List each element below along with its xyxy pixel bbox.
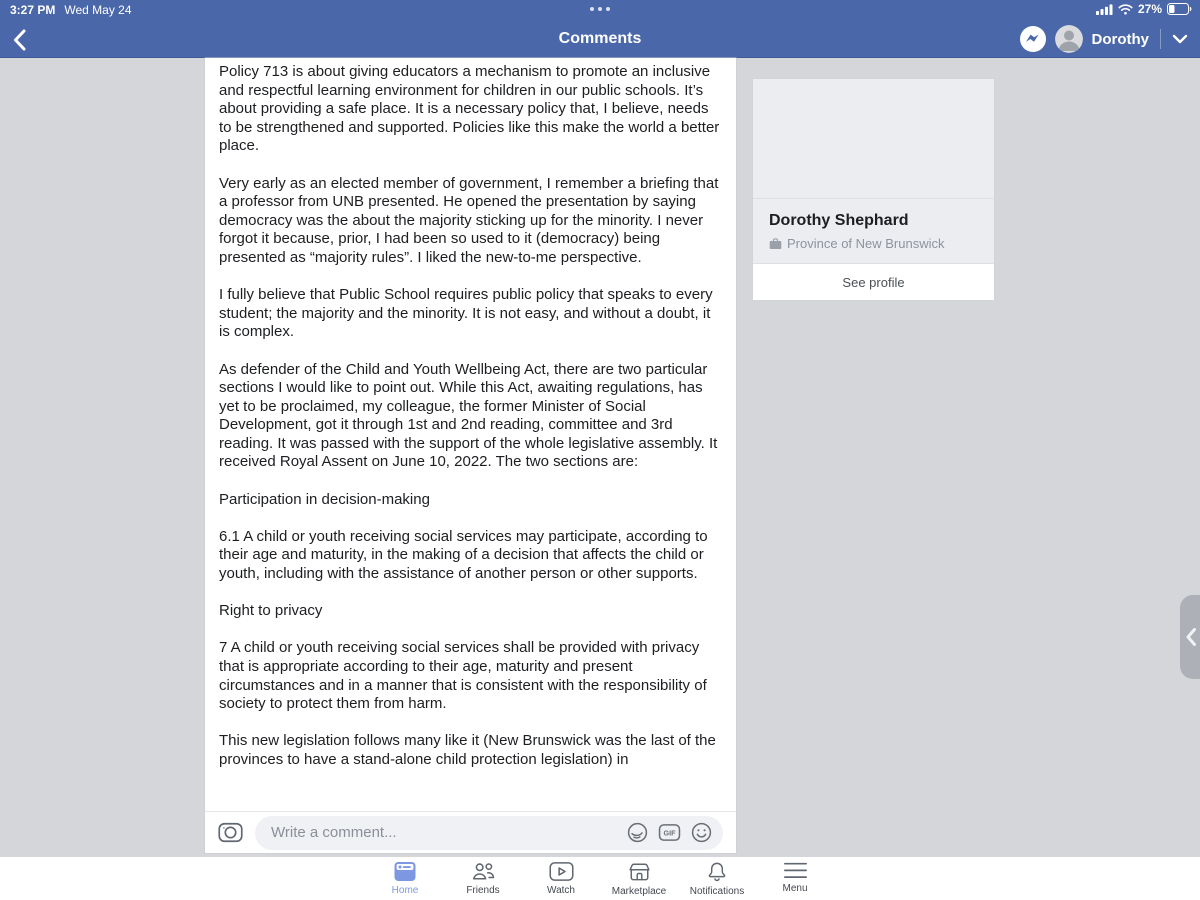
chevron-left-icon	[13, 29, 26, 51]
cellular-signal-icon	[1096, 4, 1113, 15]
emoji-icon[interactable]	[690, 821, 713, 844]
see-profile-button[interactable]: See profile	[753, 263, 994, 300]
post-body	[205, 58, 736, 811]
briefcase-icon	[769, 238, 782, 250]
nav-label: Marketplace	[611, 886, 667, 897]
post-paragraph: As defender of the Child and Youth Wellbeing Act, there are two particular sections I would like to point out. While this Act, awaiting regulations, has yet to be proclaimed, my colleague, the former Minister of Social Development, got it through 1st and 2nd reading, committee and 3rd reading. It was passed with the support of the whole legislative assembly. It received Royal Assent on June 10, 2022. The two sections are:	[219, 360, 718, 471]
back-button[interactable]	[13, 28, 37, 52]
header-divider	[1160, 29, 1161, 49]
nav-item-home[interactable]	[366, 857, 444, 900]
nav-label: Menu	[782, 883, 808, 894]
battery-icon	[1167, 3, 1192, 15]
profile-card-photo	[753, 79, 994, 199]
post-panel	[205, 58, 736, 853]
profile-subtitle: Province of New Brunswick	[787, 236, 945, 251]
comment-input-pill[interactable]	[255, 816, 723, 850]
friends-icon	[470, 861, 497, 882]
slideover-handle[interactable]	[1180, 595, 1200, 679]
nav-label: Home	[391, 885, 419, 896]
chevron-down-icon[interactable]	[1172, 34, 1188, 44]
hamburger-menu-icon	[784, 861, 807, 880]
status-bar	[0, 0, 1200, 20]
post-paragraph: I fully believe that Public School requires public policy that speaks to every student; the majority and the minority. It is not easy, and without a doubt, it is complex.	[219, 286, 713, 341]
gif-icon[interactable]	[658, 821, 681, 844]
comment-input[interactable]	[269, 823, 617, 842]
battery-percent: 27%	[1137, 2, 1162, 16]
nav-item-notifications[interactable]	[678, 857, 756, 900]
profile-name: Dorothy Shephard	[769, 212, 909, 229]
nav-label: Watch	[547, 885, 575, 896]
post-paragraph: Participation in decision-making	[219, 490, 430, 508]
chevron-left-icon	[1186, 628, 1196, 646]
bottom-nav	[0, 857, 1200, 900]
home-icon	[393, 861, 417, 882]
nav-label: Notifications	[689, 886, 745, 897]
comment-bar	[205, 811, 736, 853]
nav-item-menu[interactable]	[756, 857, 834, 900]
nav-item-marketplace[interactable]	[600, 857, 678, 900]
messenger-button[interactable]	[1020, 26, 1046, 52]
wifi-icon	[1118, 4, 1133, 15]
camera-button[interactable]	[218, 820, 243, 845]
header-user-name[interactable]: Dorothy	[1091, 30, 1149, 48]
profile-card	[752, 78, 995, 301]
user-avatar[interactable]	[1055, 25, 1083, 53]
sticker-icon[interactable]	[626, 821, 649, 844]
profile-card-info	[753, 199, 994, 263]
svg-text:GIF: GIF	[663, 829, 676, 838]
nav-item-watch[interactable]	[522, 857, 600, 900]
post-paragraph: 7 A child or youth receiving social services shall be provided with privacy that is appropriate according to their age, maturity and present circumstances and in a manner that is consistent with the responsibility of society to protect them from harm.	[219, 639, 707, 713]
header	[0, 20, 1200, 58]
nav-label: Friends	[466, 885, 500, 896]
nav-item-friends[interactable]	[444, 857, 522, 900]
post-paragraph: Policy 713 is about giving educators a mechanism to promote an inclusive and respectful learning environment for children in our public schools. It’s about providing a safe place. It is a necessary policy that, I believe, needs to be strengthened and supported. Policies like this make the world a better place.	[219, 63, 720, 155]
watch-icon	[549, 861, 574, 882]
post-paragraph: This new legislation follows many like it (New Brunswick was the last of the provinces to have a stand-alone child protection legislation) in	[219, 732, 716, 768]
post-paragraph: Very early as an elected member of government, I remember a briefing that a professor from UNB presented. He opened the presentation by saying democracy was the about the majority sticking up for the minority. I never forgot it because, prior, I had been so used to it (democracy) being presented as “majority rules”. I liked the new-to-me perspective.	[219, 174, 719, 266]
page-title: Comments	[558, 29, 642, 47]
post-paragraph: 6.1 A child or youth receiving social services may participate, according to their age and maturity, in the making of a decision that affects the child or youth, including with the assistance of another person or other supports.	[219, 527, 708, 583]
status-time: 3:27 PM	[10, 3, 56, 17]
status-date: Wed May 24	[64, 3, 132, 17]
bell-icon	[706, 861, 728, 883]
marketplace-icon	[627, 861, 652, 883]
post-paragraph: Right to privacy	[219, 602, 323, 620]
multitask-dots-icon	[590, 7, 610, 11]
